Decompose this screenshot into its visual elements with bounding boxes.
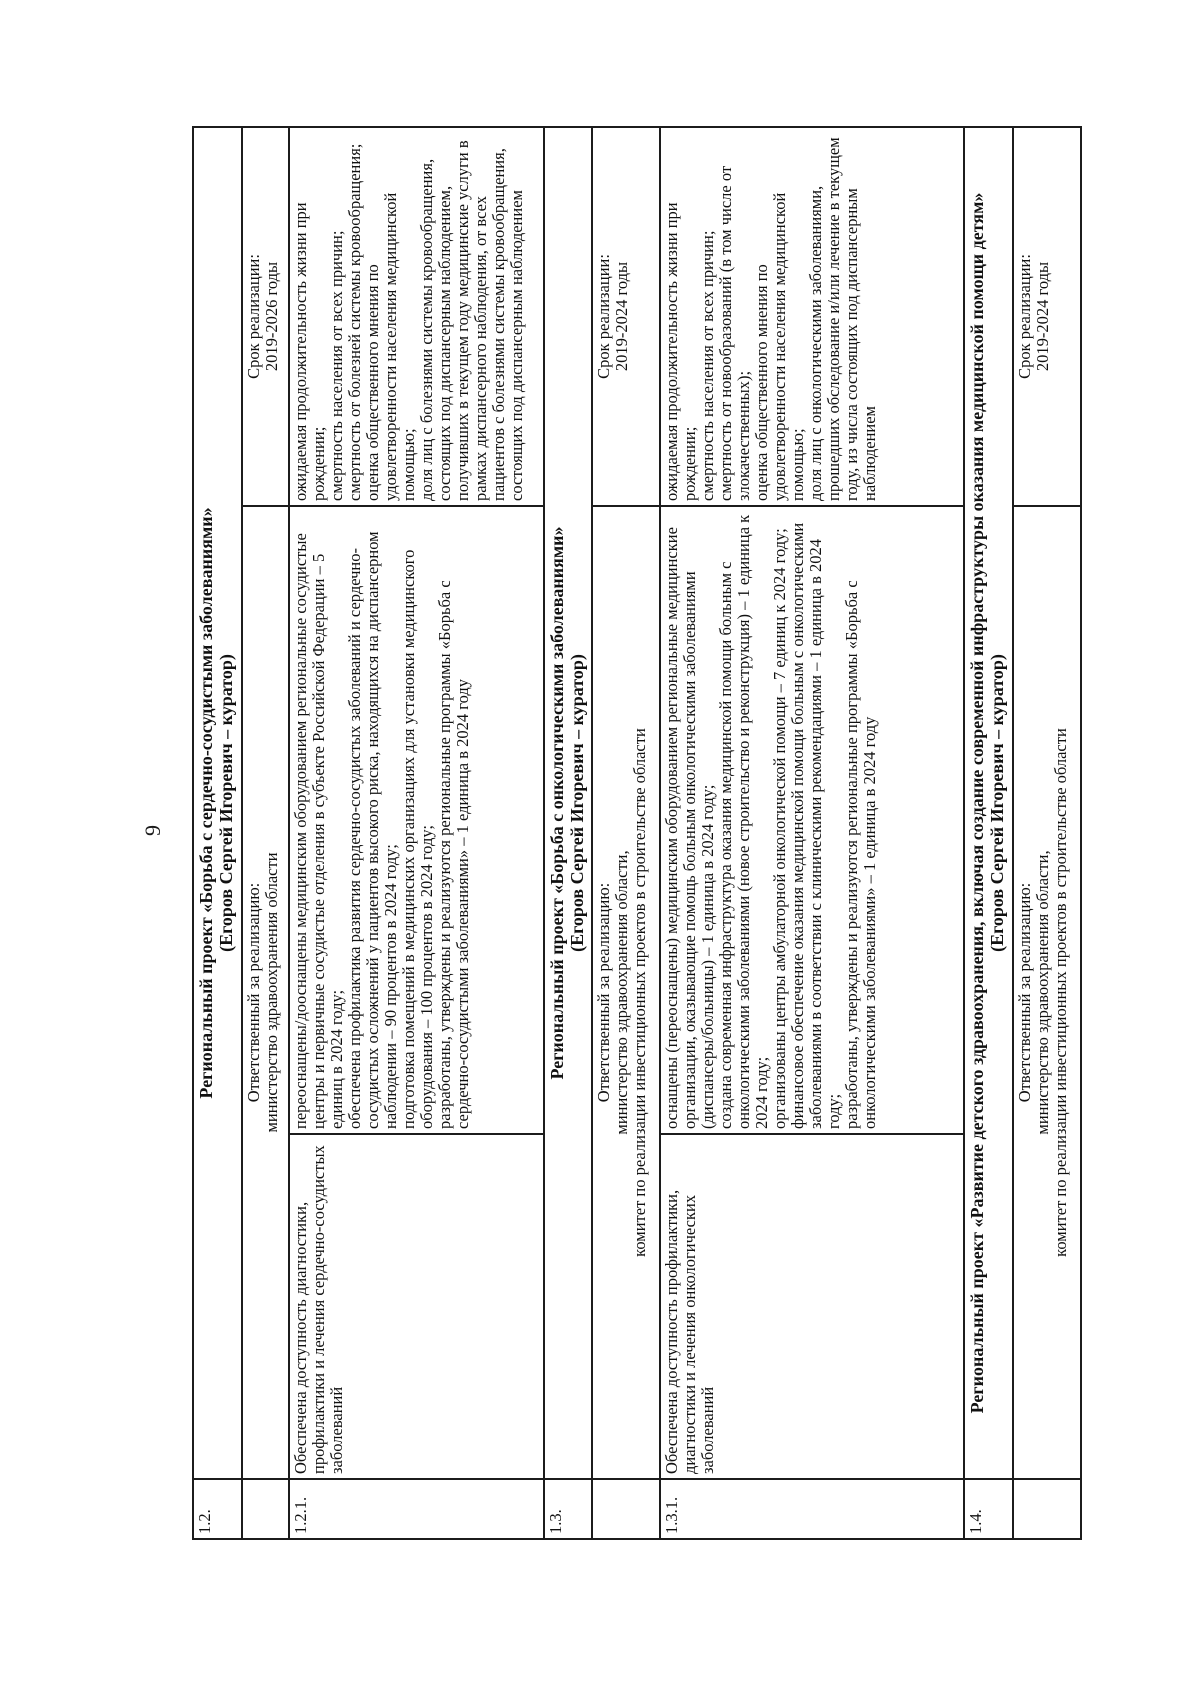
- responsible-label: Ответственный за реализацию:: [594, 882, 614, 1103]
- result-item: переоснащены/дооснащены медицинским оборудованием региональные сосудистые центры и первичные сосудистые отделения в субъекте Российской Федерации – 5 единиц в 2024 году;: [290, 533, 346, 1129]
- task-goal: Обеспечена доступность профилактики, диагностики и лечения онкологических заболеваний: [660, 1134, 964, 1479]
- responsible-org: комитет по реализации инвестиционных проектов в строительстве области: [630, 728, 650, 1257]
- project-info-row: [242, 127, 289, 1539]
- project-info-row: [592, 127, 660, 1539]
- project-title-line: Региональный проект «Борьба с онкологическими заболеваниями»: [546, 526, 567, 1080]
- term-cell: [242, 127, 289, 506]
- responsible-label: Ответственный за реализацию:: [243, 882, 263, 1103]
- result-item: создана современная инфраструктура оказания медицинской помощи больным с онкологическими заболеваниями (новое строительство и реконструкция) – 1 единица к 2024 году;: [716, 514, 772, 1129]
- project-title-line: Региональный проект «Развитие детского здравоохранения, включая создание современной инфраструктуры оказания медицинской помощи детям»: [967, 192, 988, 1414]
- empty-cell: [592, 1479, 660, 1539]
- project-number: 1.3.: [544, 1479, 593, 1539]
- result-item: финансовое обеспечение оказания медицинской помощи больным с онкологическими заболеваниями в соответствии с клиническими рекомендациями – 1 единица в 2024 году;: [788, 522, 844, 1129]
- responsible-label: Ответственный за реализацию:: [1014, 882, 1034, 1103]
- responsible-cell: [592, 506, 660, 1479]
- project-curator: (Егоров Сергей Игоревич – куратор): [566, 654, 587, 952]
- result-item: подготовка помещений в медицинских организациях для установки медицинского оборудования – 100 процентов в 2024 году;: [398, 549, 436, 1129]
- project-header-row: [544, 127, 593, 1539]
- task-number: 1.3.1.: [660, 1479, 964, 1539]
- term-label: Срок реализации:: [1014, 254, 1034, 379]
- indicator-item: ожидаемая продолжительность жизни при рождении;: [290, 202, 328, 501]
- indicator-item: смертность населения от всех причин;: [698, 230, 718, 501]
- responsible-org: комитет по реализации инвестиционных проектов в строительстве области: [1050, 728, 1070, 1257]
- term-cell: [592, 127, 660, 506]
- task-results: [289, 506, 544, 1134]
- result-item: организованы центры амбулаторной онкологической помощи – 7 единиц к 2024 году;: [770, 528, 790, 1129]
- responsible-org: министерство здравоохранения области,: [612, 850, 632, 1135]
- term-value: 2019-2024 годы: [1032, 261, 1052, 372]
- page-number: 9: [140, 825, 165, 836]
- task-row: [289, 127, 544, 1539]
- project-title: [544, 127, 593, 1479]
- indicator-item: смертность от болезней системы кровообращения;: [344, 143, 364, 501]
- project-title: [964, 127, 1013, 1479]
- term-value: 2019-2026 годы: [261, 261, 281, 372]
- responsible-cell: [242, 506, 289, 1479]
- project-title: [193, 127, 242, 1479]
- indicator-item: доля лиц с болезнями системы кровообращения, состоящих под диспансерным наблюдением, получивших в текущем году медицинские услуги в рамках диспансерного наблюдения, от всех пациентов с болезнями системы кровообращения, состоящих под диспансерным наблюдением: [416, 140, 526, 501]
- responsible-org: министерство здравоохранения области: [261, 852, 281, 1133]
- result-item: разработаны, утверждены и реализуются региональные программы «Борьба с сердечно-сосудистыми заболеваниями» – 1 единица в 2024 году: [434, 580, 472, 1129]
- project-curator: (Егоров Сергей Игоревич – куратор): [216, 654, 236, 952]
- task-goal: Обеспечена доступность диагностики, профилактики и лечения сердечно-сосудистых заболеваний: [289, 1134, 544, 1479]
- task-results: [660, 506, 964, 1134]
- empty-cell: [242, 1479, 289, 1539]
- term-label: Срок реализации:: [594, 254, 614, 379]
- term-value: 2019-2024 годы: [612, 261, 632, 372]
- indicator-item: ожидаемая продолжительность жизни при рождении;: [662, 202, 700, 501]
- empty-cell: [1013, 1479, 1081, 1539]
- term-label: Срок реализации:: [243, 254, 263, 379]
- responsible-org: министерство здравоохранения области,: [1032, 850, 1052, 1135]
- task-indicators: [289, 127, 544, 506]
- result-item: оснащены (переоснащены) медицинским оборудованием региональные медицинские организации, оказывающие помощь больным онкологическими заболеваниями (диспансеры/больницы) – 1 единица в 2024 году;: [662, 527, 718, 1129]
- result-item: обеспечена профилактика развития сердечно-сосудистых заболеваний и сердечно-сосудистых осложнений у пациентов высокого риска, находящихся на диспансерном наблюдении – 90 процентов в 2024 году;: [344, 531, 400, 1129]
- project-curator: (Егоров Сергей Игоревич – куратор): [987, 654, 1008, 952]
- indicator-item: оценка общественного мнения по удовлетворенности населения медицинской помощью;: [362, 192, 418, 501]
- indicator-item: смертность населения от всех причин;: [326, 230, 346, 501]
- indicator-item: оценка общественного мнения по удовлетворенности населения медицинской помощью;: [752, 192, 808, 501]
- project-number: 1.2.: [193, 1479, 242, 1539]
- task-number: 1.2.1.: [289, 1479, 544, 1539]
- project-info-row: [1013, 127, 1081, 1539]
- project-number: 1.4.: [964, 1479, 1013, 1539]
- project-title-line: Региональный проект «Борьба с сердечно-сосудистыми заболеваниями»: [196, 507, 216, 1099]
- result-item: разработаны, утверждены и реализуются региональные программы «Борьба с онкологическими заболеваниями» – 1 единица в 2024 году: [842, 580, 880, 1129]
- project-header-row: [964, 127, 1013, 1539]
- responsible-cell: [1013, 506, 1081, 1479]
- indicator-item: смертность от новообразований (в том числе от злокачественных);: [716, 165, 754, 501]
- term-cell: [1013, 127, 1081, 506]
- task-row: [660, 127, 964, 1539]
- projects-table: [192, 126, 1082, 1540]
- rotated-table-container: [192, 128, 1082, 1540]
- task-indicators: [660, 127, 964, 506]
- project-header-row: [193, 127, 242, 1539]
- indicator-item: доля лиц с онкологическими заболеваниями, прошедших обследование и/или лечение в текущем году, из числа состоящих под диспансерным наблюдением: [806, 137, 880, 501]
